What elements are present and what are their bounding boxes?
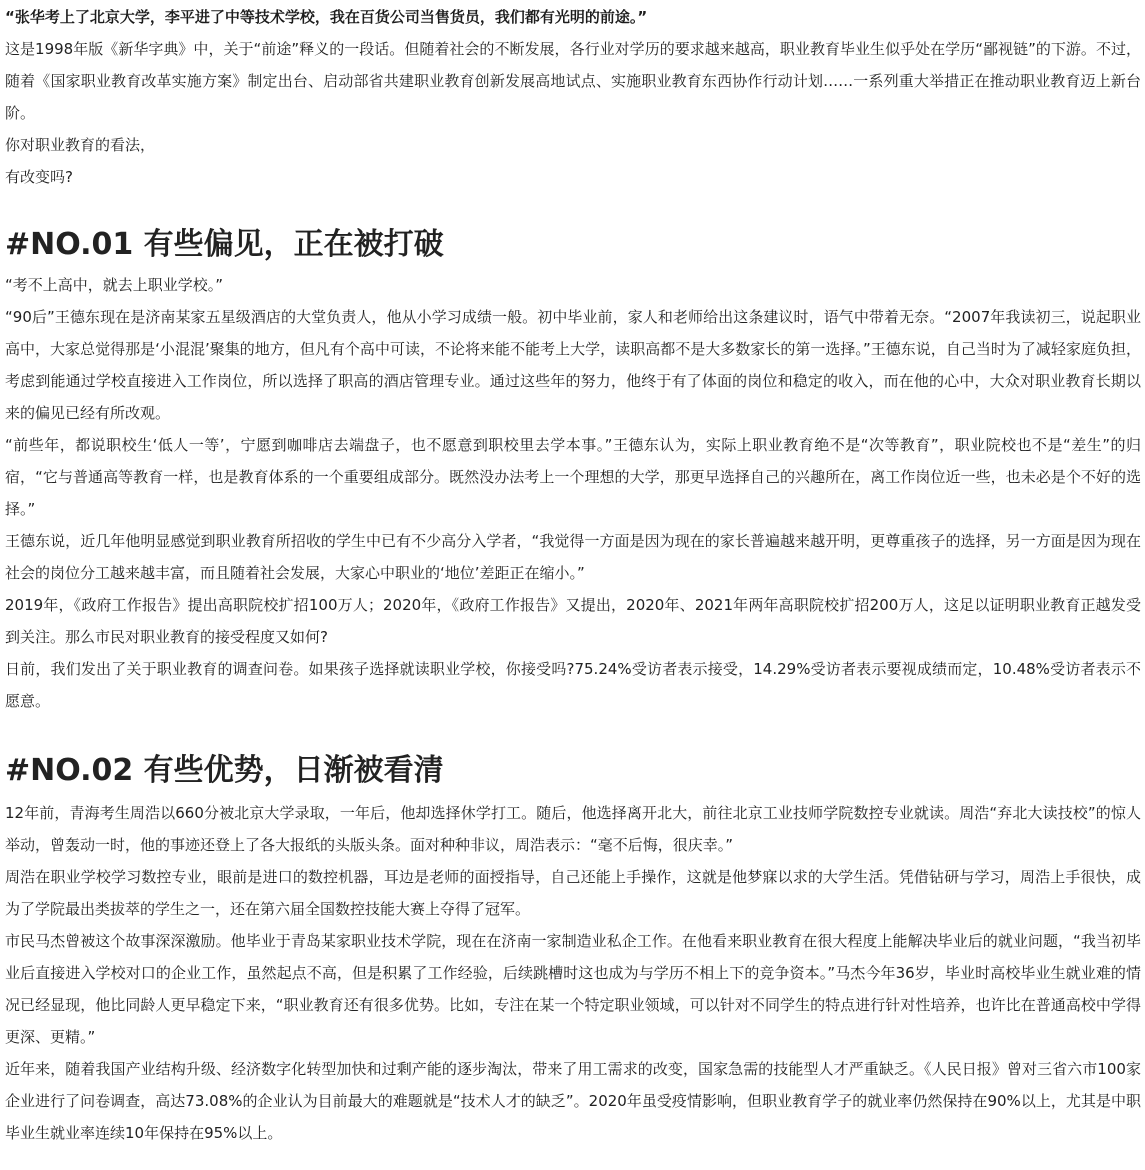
section-1-body — [5, 269, 1141, 717]
section-2-paragraph: 市民马杰曾被这个故事深深激励。他毕业于青岛某家职业技术学院，现在在济南一家制造业私企工作。在他看来职业教育在很大程度上能解决毕业后的就业问题，“我当初毕业后直接进入学校对口的企业工作，虽然起点不高，但是积累了工作经验，后续跳槽时这也成为与学历不相上下的竞争资本。”马杰今年36岁，毕业时高校毕业生就业难的情况已经显现，他比同龄人更早稳定下来，“职业教育还有很多优势。比如，专注在某一个特定职业领域，可以针对不同学生的特点进行针对性培养，也许比在普通高校中学得更深、更精。” — [5, 932, 1141, 1046]
section-1-paragraph: “考不上高中，就去上职业学校。” — [5, 276, 224, 294]
section-2-paragraph: 近年来，随着我国产业结构升级、经济数字化转型加快和过剩产能的逐步淘汰，带来了用工需求的改变，国家急需的技能型人才严重缺乏。《人民日报》曾对三省六市100家企业进行了问卷调查，高达73.08%的企业认为目前最大的难题就是“技术人才的缺乏”。2020年虽受疫情影响，但职业教育学子的就业率仍然保持在90%以上，尤其是中职毕业生就业率连续10年保持在95%以上。 — [5, 1060, 1141, 1142]
section-1-paragraph: 王德东说，近几年他明显感觉到职业教育所招收的学生中已有不少高分入学者，“我觉得一方面是因为现在的家长普遍越来越开明，更尊重孩子的选择，另一方面是因为现在社会的岗位分工越来越丰富，而且随着社会发展，大家心中职业的‘地位’差距正在缩小。” — [5, 532, 1141, 582]
intro — [5, 1, 1141, 193]
section-2-paragraph: 12年前，青海考生周浩以660分被北京大学录取，一年后，他却选择休学打工。随后，他选择离开北大，前往北京工业技师学院数控专业就读。周浩“弃北大读技校”的惊人举动，曾轰动一时，他的事迹还登上了各大报纸的头版头条。面对种种非议，周浩表示：“毫不后悔，很庆幸。” — [5, 804, 1141, 854]
section-1-paragraph: 日前，我们发出了关于职业教育的调查问卷。如果孩子选择就读职业学校，你接受吗?75.24%受访者表示接受，14.29%受访者表示要视成绩而定，10.48%受访者表示不愿意。 — [5, 660, 1141, 710]
section-2-paragraph: 周浩在职业学校学习数控专业，眼前是进口的数控机器，耳边是老师的面授指导，自己还能上手操作，这就是他梦寐以求的大学生活。凭借钻研与学习，周浩上手很快，成为了学院最出类拔萃的学生之一，还在第六届全国数控技能大赛上夺得了冠军。 — [5, 868, 1141, 918]
intro-question-line-1: 你对职业教育的看法， — [5, 136, 156, 154]
section-1-paragraph: 2019年，《政府工作报告》提出高职院校扩招100万人；2020年，《政府工作报告》又提出，2020年、2021年两年高职院校扩招200万人，这足以证明职业教育正越发受到关注。那么市民对职业教育的接受程度又如何? — [5, 596, 1141, 646]
section-1-paragraph: “90后”王德东现在是济南某家五星级酒店的大堂负责人，他从小学习成绩一般。初中毕业前，家人和老师给出这条建议时，语气中带着无奈。“2007年我读初三，说起职业高中，大家总觉得那是‘小混混’聚集的地方，但凡有个高中可读，不论将来能不能考上大学，读职高都不是大多数家长的第一选择。”王德东说，自己当时为了减轻家庭负担，考虑到能通过学校直接进入工作岗位，所以选择了职高的酒店管理专业。通过这些年的努力，他终于有了体面的岗位和稳定的收入，而在他的心中，大众对职业教育长期以来的偏见已经有所改观。 — [5, 308, 1141, 422]
intro-quote: “张华考上了北京大学，李平进了中等技术学校，我在百货公司当售货员，我们都有光明的前途。” — [5, 8, 648, 26]
intro-question-line-2: 有改变吗? — [5, 168, 73, 186]
section-1-paragraph: “前些年，都说职校生‘低人一等’，宁愿到咖啡店去端盘子，也不愿意到职校里去学本事。”王德东认为，实际上职业教育绝不是“次等教育”，职业院校也不是“差生”的归宿，“它与普通高等教育一样，也是教育体系的一个重要组成部分。既然没办法考上一个理想的大学，那更早选择自己的兴趣所在，离工作岗位近一些，也未必是个不好的选择。” — [5, 436, 1141, 518]
section-2-body — [5, 797, 1141, 1149]
intro-paragraph: 这是1998年版《新华字典》中，关于“前途”释义的一段话。但随着社会的不断发展，各行业对学历的要求越来越高，职业教育毕业生似乎处在学历“鄙视链”的下游。不过，随着《国家职业教育改革实施方案》制定出台、启动部省共建职业教育创新发展高地试点、实施职业教育东西协作行动计划……一系列重大举措正在推动职业教育迈上新台阶。 — [5, 40, 1141, 122]
section-2-title: #NO.02 有些优势，日渐被看清 — [5, 753, 444, 788]
section-1-title: #NO.01 有些偏见，正在被打破 — [5, 227, 444, 262]
